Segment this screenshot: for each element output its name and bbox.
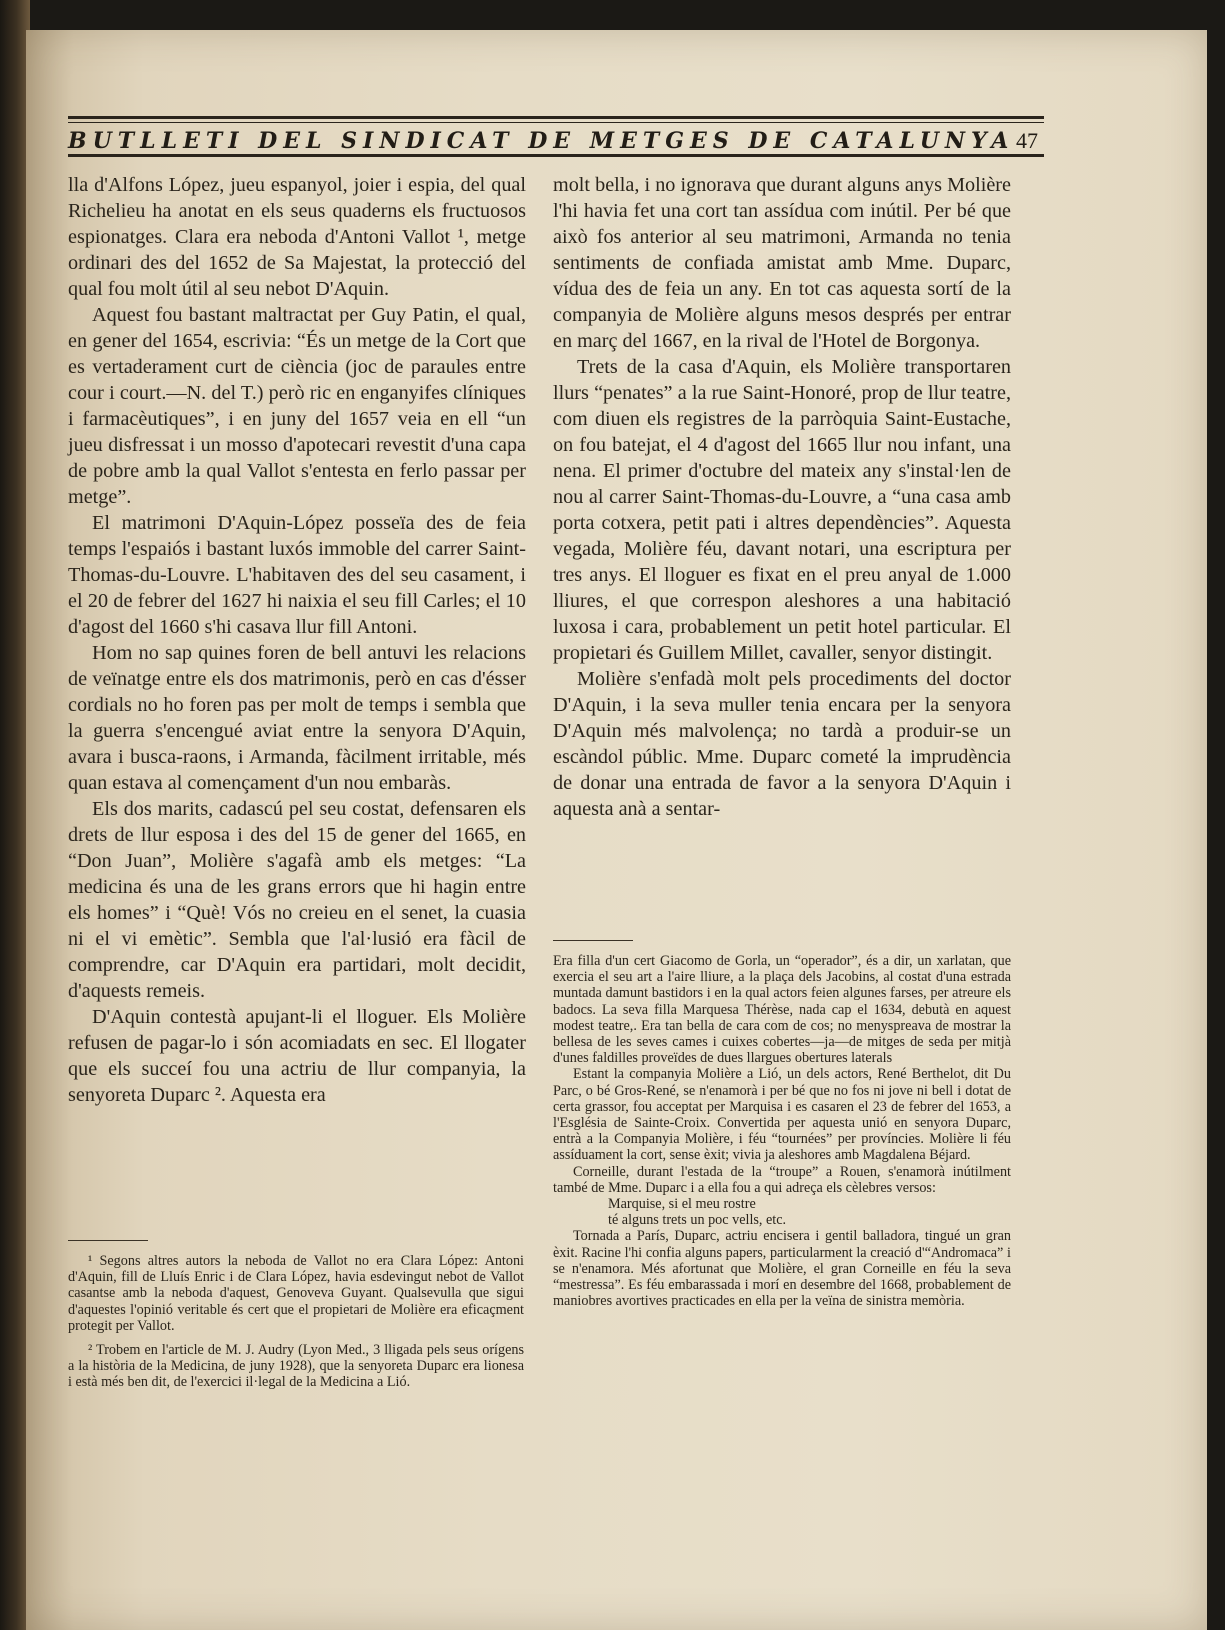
paragraph: Trets de la casa d'Aquin, els Molière transportaren llurs “penates” a la rue Saint-Honoré, prop de llur teatre, com diuen els registres de la parròquia Saint-Eustache, on fou batejat, el 4 d'agost del 1665 llur nou infant, una nena. El primer d'octubre del mateix any s'instal·len de nou al carrer Saint-Thomas-du-Louvre, a “una casa amb porta cotxera, petit pati i altres dependències”. Aquesta vegada, Molière féu, davant notari, una escriptura per tres anys. El lloguer es fixat en el preu anyal de 1.000 lliures, el que correspon aleshores a una habitació luxosa i cara, probablement un petit hotel particular. El propietari és Guillem Millet, cavaller, senyor distingit. <box>553 356 1011 664</box>
paragraph: lla d'Alfons López, jueu espanyol, joier i espia, del qual Richelieu ha anotat en els seus quaderns els fructuosos espionatges. Clara era neboda d'Antoni Vallot ¹, metge ordinari des del 1652 de Sa Majestat, la protecció del qual fou molt útil al seu nebot D'Aquin. <box>68 174 526 300</box>
paragraph: Aquest fou bastant maltractat per Guy Patin, el qual, en gener del 1654, escrivia: “És un metge de la Cort que es vertaderament curt de ciència (joc de paraules entre cour i court.—N. del T.) però ric en enganyifes clíniques i farmacèutiques”, i en juny del 1657 veia en ell “un jueu disfressat i un mosso d'apotecari revestit d'una capa de pobre amb la qual Vallot s'entesta en ferlo passar per metge”. <box>68 304 526 508</box>
header-rule-bottom <box>68 154 1044 157</box>
paragraph: El matrimoni D'Aquin-López posseïa des de feia temps l'espaiós i bastant luxós immoble del carrer Saint-Thomas-du-Louvre. L'habitaven des del seu casament, i el 20 de febrer del 1627 hi naixia el seu fill Carles; el 10 d'agost del 1660 s'hi casava llur fill Antoni. <box>68 512 526 638</box>
paragraph: Molière s'enfadà molt pels procediments del doctor D'Aquin, i la seva muller tenia encara per la senyora D'Aquin més malvolença; no tardà a produir-se un escàndol públic. Mme. Duparc cometé la imprudència de donar una entrada de favor a la senyora D'Aquin i aquesta anà a sentar- <box>553 668 1011 820</box>
footnote: ¹ Segons altres autors la neboda de Vallot no era Clara López: Antoni d'Aquin, fill de Lluís Enric i de Clara López, havia esdevingut nebot de Vallot casantse amb la neboda d'aquest, Genoveva Guyant. Qualsevulla que sigui d'aquestes l'opinió veritable és cert que el propietari de Molière era eficaçment protegit per Vallot. <box>68 1253 524 1334</box>
footnotes-right <box>553 940 1011 1309</box>
paragraph: D'Aquin contestà apujant-li el lloguer. Els Molière refusen de pagar-lo i són acomiadats en sec. El llogater que els succeí fou una actriu de llur companyia, la senyoreta Duparc ². Aquesta era <box>68 1006 526 1106</box>
paragraph: Hom no sap quines foren de bell antuvi les relacions de veïnatge entre els dos matrimonis, però en cas d'ésser cordials no ho foren pas per molt de temps i sembla que la guerra s'encengué aviat entre la senyora D'Aquin, avara i busca-raons, i Armanda, fàcilment irritable, més quan estava al començament d'un nou embaràs. <box>68 642 526 794</box>
footnote-text: Corneille, durant l'estada de la “troupe” a Rouen, s'enamorà inútilment també de Mme. Duparc i a ella fou a qui adreça els cèlebres versos: <box>553 1163 1011 1196</box>
footnote: ² Trobem en l'article de M. J. Audry (Lyon Med., 3 lligada pels seus orígens a la història de la Medicina, de juny 1928), que la senyoreta Duparc era lionesa i està més ben dit, de l'exercici il·legal de la Medicina a Lió. <box>68 1342 524 1391</box>
footnote-text: Era filla d'un cert Giacomo de Gorla, un “operador”, és a dir, un xarlatan, que exercia el seu art a l'aire lliure, a la plaça dels Jacobins, al costat d'una estrada muntada damunt bastidors i en la qual actors feien algunes farses, per atreure els badocs. La seva filla Marquesa Thérèse, nada cap el 1634, debutà en aquest modest teatre,. Era tan bella de cara com de cos; no menyspreava de mostrar la bellesa de les seves cames i cuixes cobertes—ja—de mitges de seda per mitjà d'unes faldilles proveïdes de dues llargues obertures laterals <box>553 953 1011 1067</box>
footnote-separator <box>553 940 633 941</box>
page-number: 47 <box>1016 128 1038 153</box>
footnotes-left <box>68 1240 524 1391</box>
paragraph: Els dos marits, cadascú pel seu costat, defensaren els drets de llur esposa i des del 15 de gener del 1665, en “Don Juan”, Molière s'agafà amb els metges: “La medicina és una de les grans errors que hi hagin entre els homes” i “Què! Vós no creieu en el senet, la cuasia ni el vi emètic”. Sembla que l'al·lusió era fàcil de comprendre, car D'Aquin era partidari, molt decidit, d'aquests remeis. <box>68 798 526 1002</box>
left-column <box>68 172 526 1108</box>
journal-title: BUTLLETI DEL SINDICAT DE METGES DE CATALUNYA <box>68 128 1015 154</box>
footnote-text: Tornada a París, Duparc, actriu encisera i gentil balladora, tingué un gran èxit. Racine l'hi confia alguns papers, particularment la creació d'“Andromaca” i se n'enamora. Més afortunat que Molière, el gran Corneille en féu la seva “mestressa”. Es féu embarassada i morí en desembre del 1668, probablement de maniobres avortives practicades en ella per la veïna de sinistra memòria. <box>553 1228 1011 1310</box>
verse-line: Marquise, si el meu rostre <box>608 1196 756 1213</box>
right-column <box>553 172 1011 822</box>
footnote-separator <box>68 1240 148 1241</box>
footnote-text: Estant la companyia Molière a Lió, un dels actors, René Berthelot, dit Du Parc, o bé Gros-René, se n'enamorà i per bé que no fos ni jove ni bell i dotat de certa grassor, fou acceptat per Marquisa i es casaren el 23 de febrer del 1653, a l'Església de Sainte-Croix. Convertida per aquesta unió en senyora Duparc, entrà a la Companyia Molière, i féu “tournées” per províncies. Molière li féu assíduament la cort, sense èxit; vivia ja aleshores amb Magdalena Béjard. <box>553 1066 1011 1164</box>
header-rule-thin <box>68 122 1044 123</box>
header-rule-top <box>68 116 1044 119</box>
paragraph: molt bella, i no ignorava que durant alguns anys Molière l'hi havia fet una cort tan assídua com inútil. Per bé que això fos anterior al seu matrimoni, Armanda no tenia sentiments de confiada amistat amb Mme. Duparc, vídua des de feia un any. En tot cas aquesta sortí de la companyia de Molière alguns mesos després per entrar en març del 1667, en la rival de l'Hotel de Borgonya. <box>553 174 1011 352</box>
page-header <box>68 86 1044 156</box>
verse-line: té alguns trets un poc vells, etc. <box>608 1212 787 1229</box>
